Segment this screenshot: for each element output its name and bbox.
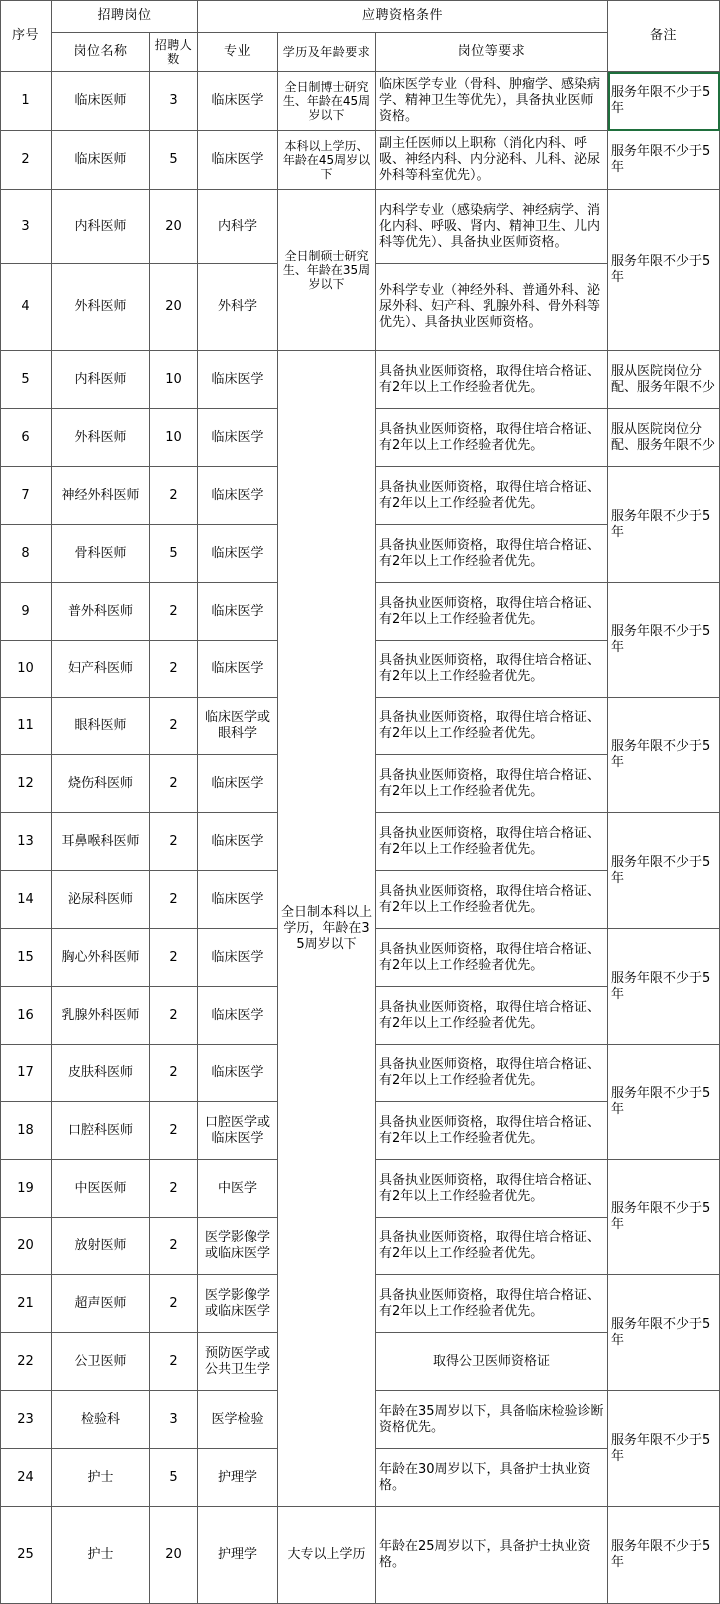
requirement-cell[interactable]: 具备执业医师资格，取得住培合格证、有2年以上工作经验者优先。 — [376, 467, 608, 525]
edu-age-cell[interactable]: 本科以上学历、年龄在45周岁以下 — [278, 131, 376, 190]
row-seq[interactable]: 22 — [0, 1333, 52, 1391]
remark-cell[interactable]: 服务年限不少于5年 — [608, 1045, 720, 1160]
header-group-qualification[interactable]: 应聘资格条件 — [198, 0, 608, 33]
row-headcount[interactable]: 3 — [150, 1391, 198, 1449]
row-post-name[interactable]: 乳腺外科医师 — [52, 987, 150, 1045]
row-headcount[interactable]: 2 — [150, 698, 198, 755]
remark-cell[interactable]: 服务年限不少于5年 — [608, 583, 720, 698]
remark-cell[interactable]: 服务年限不少于5年 — [608, 698, 720, 813]
requirement-cell[interactable]: 具备执业医师资格，取得住培合格证、有2年以上工作经验者优先。 — [376, 583, 608, 641]
requirement-cell[interactable]: 具备执业医师资格，取得住培合格证、有2年以上工作经验者优先。 — [376, 929, 608, 987]
row-seq[interactable]: 20 — [0, 1218, 52, 1275]
header-requirements[interactable]: 岗位等要求 — [376, 33, 608, 72]
row-seq[interactable]: 5 — [0, 351, 52, 409]
remark-cell[interactable]: 服务年限不少于5年 — [608, 72, 720, 131]
row-headcount[interactable]: 2 — [150, 1333, 198, 1391]
row-post-name[interactable]: 烧伤科医师 — [52, 755, 150, 813]
row-headcount[interactable]: 2 — [150, 929, 198, 987]
requirement-cell[interactable]: 具备执业医师资格，取得住培合格证、有2年以上工作经验者优先。 — [376, 1275, 608, 1333]
requirement-cell[interactable]: 取得公卫医师资格证 — [376, 1333, 608, 1391]
row-headcount[interactable]: 5 — [150, 525, 198, 583]
row-post-name[interactable]: 超声医师 — [52, 1275, 150, 1333]
row-post-name[interactable]: 公卫医师 — [52, 1333, 150, 1391]
row-post-name[interactable]: 内科医师 — [52, 190, 150, 264]
row-seq[interactable]: 19 — [0, 1160, 52, 1218]
row-major[interactable]: 中医学 — [198, 1160, 278, 1218]
edu-age-cell[interactable]: 全日制硕士研究生、年龄在35周岁以下 — [278, 190, 376, 351]
header-edu-age[interactable]: 学历及年龄要求 — [278, 33, 376, 72]
row-headcount[interactable]: 10 — [150, 409, 198, 467]
row-post-name[interactable]: 皮肤科医师 — [52, 1045, 150, 1102]
remark-cell[interactable]: 服务年限不少于5年 — [608, 813, 720, 929]
row-seq[interactable]: 15 — [0, 929, 52, 987]
requirement-cell[interactable]: 具备执业医师资格，取得住培合格证、有2年以上工作经验者优先。 — [376, 813, 608, 871]
requirement-cell[interactable]: 具备执业医师资格，取得住培合格证、有2年以上工作经验者优先。 — [376, 641, 608, 698]
row-headcount[interactable]: 2 — [150, 1275, 198, 1333]
requirement-cell[interactable]: 具备执业医师资格，取得住培合格证、有2年以上工作经验者优先。 — [376, 1045, 608, 1102]
row-major[interactable]: 医学影像学或临床医学 — [198, 1275, 278, 1333]
row-post-name[interactable]: 妇产科医师 — [52, 641, 150, 698]
row-post-name[interactable]: 耳鼻喉科医师 — [52, 813, 150, 871]
remark-cell[interactable]: 服务年限不少于5年 — [608, 467, 720, 583]
requirement-cell[interactable]: 具备执业医师资格，取得住培合格证、有2年以上工作经验者优先。 — [376, 987, 608, 1045]
remark-cell[interactable]: 服务年限不少于5年 — [608, 929, 720, 1045]
edu-age-cell[interactable]: 全日制博士研究生、年龄在45周岁以下 — [278, 72, 376, 131]
requirement-cell[interactable]: 具备执业医师资格，取得住培合格证、有2年以上工作经验者优先。 — [376, 351, 608, 409]
row-post-name[interactable]: 护士 — [52, 1507, 150, 1604]
row-post-name[interactable]: 骨科医师 — [52, 525, 150, 583]
row-seq[interactable]: 12 — [0, 755, 52, 813]
row-headcount[interactable]: 2 — [150, 755, 198, 813]
requirement-cell[interactable]: 具备执业医师资格，取得住培合格证、有2年以上工作经验者优先。 — [376, 525, 608, 583]
row-seq[interactable]: 4 — [0, 264, 52, 351]
row-post-name[interactable]: 中医医师 — [52, 1160, 150, 1218]
row-headcount[interactable]: 20 — [150, 1507, 198, 1604]
requirement-cell[interactable]: 具备执业医师资格，取得住培合格证、有2年以上工作经验者优先。 — [376, 1218, 608, 1275]
row-major[interactable]: 临床医学 — [198, 525, 278, 583]
requirement-cell[interactable]: 具备执业医师资格，取得住培合格证、有2年以上工作经验者优先。 — [376, 1160, 608, 1218]
requirement-cell[interactable]: 外科学专业（神经外科、普通外科、泌尿外科、妇产科、乳腺外科、骨外科等优先）、具备执业医师资格。 — [376, 264, 608, 351]
row-post-name[interactable]: 眼科医师 — [52, 698, 150, 755]
row-post-name[interactable]: 内科医师 — [52, 351, 150, 409]
row-headcount[interactable]: 2 — [150, 871, 198, 929]
row-post-name[interactable]: 临床医师 — [52, 131, 150, 190]
row-headcount[interactable]: 5 — [150, 1449, 198, 1507]
remark-cell[interactable]: 服务年限不少于5年 — [608, 190, 720, 351]
row-major[interactable]: 临床医学 — [198, 987, 278, 1045]
requirement-cell[interactable]: 具备执业医师资格，取得住培合格证、有2年以上工作经验者优先。 — [376, 409, 608, 467]
requirement-cell[interactable]: 副主任医师以上职称（消化内科、呼吸、神经内科、内分泌科、儿科、泌尿外科等科室优先）。 — [376, 131, 608, 190]
row-headcount[interactable]: 2 — [150, 583, 198, 641]
remark-cell[interactable]: 服务年限不少于5年 — [608, 1507, 720, 1604]
row-seq[interactable]: 3 — [0, 190, 52, 264]
row-headcount[interactable]: 2 — [150, 1160, 198, 1218]
remark-cell[interactable]: 服务年限不少于5年 — [608, 1275, 720, 1391]
row-seq[interactable]: 13 — [0, 813, 52, 871]
row-headcount[interactable]: 20 — [150, 190, 198, 264]
row-post-name[interactable]: 外科医师 — [52, 409, 150, 467]
row-major[interactable]: 临床医学 — [198, 755, 278, 813]
row-major[interactable]: 护理学 — [198, 1507, 278, 1604]
row-post-name[interactable]: 普外科医师 — [52, 583, 150, 641]
requirement-cell[interactable]: 具备执业医师资格，取得住培合格证、有2年以上工作经验者优先。 — [376, 755, 608, 813]
header-major[interactable]: 专业 — [198, 33, 278, 72]
requirement-cell[interactable]: 年龄在30周岁以下，具备护士执业资格。 — [376, 1449, 608, 1507]
row-headcount[interactable]: 20 — [150, 264, 198, 351]
row-major[interactable]: 护理学 — [198, 1449, 278, 1507]
row-major[interactable]: 内科学 — [198, 190, 278, 264]
row-post-name[interactable]: 口腔科医师 — [52, 1102, 150, 1160]
header-seq[interactable]: 序号 — [0, 0, 52, 72]
header-headcount[interactable]: 招聘人数 — [150, 33, 198, 72]
row-major[interactable]: 临床医学或眼科学 — [198, 698, 278, 755]
row-seq[interactable]: 6 — [0, 409, 52, 467]
row-headcount[interactable]: 2 — [150, 1218, 198, 1275]
row-post-name[interactable]: 神经外科医师 — [52, 467, 150, 525]
requirement-cell[interactable]: 临床医学专业（骨科、肿瘤学、感染病学、精神卫生等优先），具备执业医师资格。 — [376, 72, 608, 131]
row-post-name[interactable]: 外科医师 — [52, 264, 150, 351]
row-major[interactable]: 医学影像学或临床医学 — [198, 1218, 278, 1275]
row-major[interactable]: 临床医学 — [198, 929, 278, 987]
row-post-name[interactable]: 泌尿科医师 — [52, 871, 150, 929]
row-seq[interactable]: 25 — [0, 1507, 52, 1604]
row-seq[interactable]: 18 — [0, 1102, 52, 1160]
row-seq[interactable]: 24 — [0, 1449, 52, 1507]
row-major[interactable]: 临床医学 — [198, 1045, 278, 1102]
row-seq[interactable]: 23 — [0, 1391, 52, 1449]
row-major[interactable]: 外科学 — [198, 264, 278, 351]
requirement-cell[interactable]: 具备执业医师资格，取得住培合格证、有2年以上工作经验者优先。 — [376, 871, 608, 929]
requirement-cell[interactable]: 具备执业医师资格，取得住培合格证、有2年以上工作经验者优先。 — [376, 698, 608, 755]
requirement-cell[interactable]: 具备执业医师资格，取得住培合格证、有2年以上工作经验者优先。 — [376, 1102, 608, 1160]
remark-cell[interactable]: 服从医院岗位分配、服务年限不少 — [608, 409, 720, 467]
row-seq[interactable]: 1 — [0, 72, 52, 131]
row-seq[interactable]: 2 — [0, 131, 52, 190]
row-headcount[interactable]: 2 — [150, 1102, 198, 1160]
row-major[interactable]: 预防医学或公共卫生学 — [198, 1333, 278, 1391]
row-headcount[interactable]: 5 — [150, 131, 198, 190]
row-major[interactable]: 临床医学 — [198, 131, 278, 190]
row-major[interactable]: 临床医学 — [198, 351, 278, 409]
row-headcount[interactable]: 2 — [150, 467, 198, 525]
row-seq[interactable]: 17 — [0, 1045, 52, 1102]
row-seq[interactable]: 7 — [0, 467, 52, 525]
row-seq[interactable]: 21 — [0, 1275, 52, 1333]
requirement-cell[interactable]: 年龄在25周岁以下，具备护士执业资格。 — [376, 1507, 608, 1604]
row-major[interactable]: 临床医学 — [198, 813, 278, 871]
row-major[interactable]: 口腔医学或临床医学 — [198, 1102, 278, 1160]
row-seq[interactable]: 14 — [0, 871, 52, 929]
selected-cell-highlight — [608, 72, 720, 131]
row-major[interactable]: 临床医学 — [198, 871, 278, 929]
row-headcount[interactable]: 2 — [150, 987, 198, 1045]
remark-cell[interactable]: 服务年限不少于5年 — [608, 1391, 720, 1507]
edu-age-cell[interactable]: 大专以上学历 — [278, 1507, 376, 1604]
row-headcount[interactable]: 2 — [150, 641, 198, 698]
row-post-name[interactable]: 临床医师 — [52, 72, 150, 131]
remark-cell[interactable]: 服务年限不少于5年 — [608, 1160, 720, 1275]
requirement-cell[interactable]: 内科学专业（感染病学、神经病学、消化内科、呼吸、肾内、精神卫生、儿内科等优先）、具备执业医师资格。 — [376, 190, 608, 264]
row-post-name[interactable]: 检验科 — [52, 1391, 150, 1449]
remark-cell[interactable]: 服从医院岗位分配、服务年限不少 — [608, 351, 720, 409]
row-headcount[interactable]: 3 — [150, 72, 198, 131]
row-seq[interactable]: 8 — [0, 525, 52, 583]
row-major[interactable]: 临床医学 — [198, 409, 278, 467]
requirement-cell[interactable]: 年龄在35周岁以下，具备临床检验诊断资格优先。 — [376, 1391, 608, 1449]
edu-age-cell[interactable]: 全日制本科以上学历，年龄在35周岁以下 — [278, 351, 376, 1507]
row-post-name[interactable]: 护士 — [52, 1449, 150, 1507]
row-seq[interactable]: 16 — [0, 987, 52, 1045]
row-major[interactable]: 临床医学 — [198, 72, 278, 131]
row-major[interactable]: 医学检验 — [198, 1391, 278, 1449]
remark-cell[interactable]: 服务年限不少于5年 — [608, 131, 720, 190]
row-headcount[interactable]: 2 — [150, 813, 198, 871]
row-major[interactable]: 临床医学 — [198, 583, 278, 641]
row-seq[interactable]: 11 — [0, 698, 52, 755]
row-seq[interactable]: 9 — [0, 583, 52, 641]
header-post-name[interactable]: 岗位名称 — [52, 33, 150, 72]
row-post-name[interactable]: 放射医师 — [52, 1218, 150, 1275]
row-major[interactable]: 临床医学 — [198, 641, 278, 698]
header-group-post[interactable]: 招聘岗位 — [52, 0, 198, 33]
row-major[interactable]: 临床医学 — [198, 467, 278, 525]
row-headcount[interactable]: 10 — [150, 351, 198, 409]
row-seq[interactable]: 10 — [0, 641, 52, 698]
row-headcount[interactable]: 2 — [150, 1045, 198, 1102]
row-post-name[interactable]: 胸心外科医师 — [52, 929, 150, 987]
header-remark[interactable]: 备注 — [608, 0, 720, 72]
